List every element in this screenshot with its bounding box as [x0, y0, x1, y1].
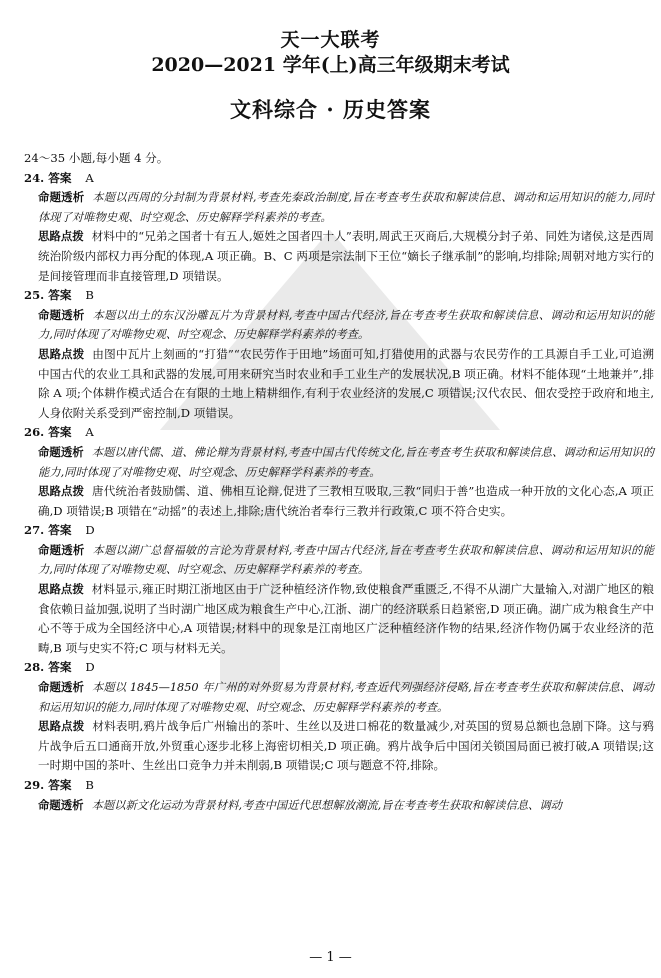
question-title — [24, 658, 654, 678]
analysis-paragraph-text: 本题以新文化运动为背景材料,考查中国近代思想解放潮流,旨在考查考生获取和解读信息、调动 — [91, 798, 562, 812]
tips-paragraph — [38, 345, 654, 423]
question-block — [24, 286, 654, 423]
exam-title: 2020—2021 学年(上)高三年级期末考试 — [151, 54, 510, 76]
analysis-paragraph-text: 本题以 1845—1850 年广州的对外贸易为背景材料,考查近代列强经济侵略,旨在考查考生获取和解读信息、调动和运用知识的能力,同时体现了对唯物史观、时空观念、历史解释学科素养的考查。 — [38, 681, 654, 714]
answer-label: 答案 — [48, 660, 72, 675]
question-list — [24, 169, 654, 816]
answer-label: 答案 — [48, 778, 72, 792]
question-title — [24, 423, 654, 443]
question-block — [24, 658, 654, 776]
question-number: 27. — [24, 523, 49, 538]
tips-paragraph — [38, 482, 654, 521]
question-title — [24, 776, 654, 796]
answer-content — [24, 149, 654, 815]
question-block — [24, 521, 654, 658]
answer-value: B — [85, 288, 94, 303]
tips-paragraph — [38, 227, 654, 286]
analysis-paragraph — [38, 678, 654, 717]
answer-value: B — [85, 778, 94, 792]
answer-label: 答案 — [48, 425, 72, 440]
tips-paragraph-label: 思路点拨 — [38, 346, 85, 361]
analysis-paragraph-label: 命题透析 — [38, 190, 85, 205]
analysis-paragraph-text: 本题以西周的分封制为背景材料,考查先秦政治制度,旨在考查考生获取和解读信息、调动和运用知识的能力,同时体现了对唯物史观、时空观念、历史解释学科素养的考查。 — [38, 191, 654, 224]
analysis-paragraph — [38, 188, 654, 227]
tips-paragraph-text: 材料显示,雍正时期江浙地区由于广泛种植经济作物,致使粮食严重匮乏,不得不从湖广大量输入,对湖广地区的粮食依赖日益加强,说明了当时湖广地区成为粮食生产中心,江浙、湖广的经济联系日趋紧密,D 项正确。湖广成为粮食生产中心不等于成为全国经济中心,A 项错误;材料中的现象是江南地区广泛种植经济作物的结果,经济作物仍属于农业经济的范畴,B 项与史实不符;C 项与材料无关。 — [38, 582, 654, 655]
tips-paragraph-text: 唐代统治者鼓励儒、道、佛相互论辩,促进了三教相互吸取,三教“同归于善”也造成一种开放的文化心态,A 项正确,D 项错误;B 项错在“动摇”的表述上,排除;唐代统治者奉行三教并行政策,C 项不符合史实。 — [38, 484, 654, 518]
question-block — [24, 423, 654, 521]
analysis-paragraph-label: 命题透析 — [38, 797, 84, 812]
answer-label: 答案 — [48, 523, 72, 538]
analysis-paragraph-text: 本题以湖广总督福敏的言论为背景材料,考查中国古代经济,旨在考查考生获取和解读信息、调动和运用知识的能力,同时体现了对唯物史观、时空观念、历史解释学科素养的考查。 — [38, 543, 654, 577]
document-header — [0, 28, 661, 123]
answer-label: 答案 — [48, 170, 72, 185]
question-title — [24, 169, 654, 189]
question-number: 29. — [24, 778, 49, 792]
tips-paragraph — [38, 717, 654, 776]
page-number: — 1 — — [309, 950, 352, 965]
question-title — [24, 286, 654, 306]
analysis-paragraph — [38, 306, 654, 345]
tips-paragraph-text: 材料表明,鸦片战争后广州输出的茶叶、生丝以及进口棉花的数量减少,对英国的贸易总额也急剧下降。这与鸦片战争后五口通商开放,外贸重心逐步北移上海密切相关,D 项正确。鸦片战争后中国闭关锁国局面已被打破,A 项错误;这一时期中国的茶叶、生丝出口竞争力并未削弱,B 项错误;C 项与题意不符,排除。 — [38, 719, 654, 773]
question-number: 26. — [24, 425, 49, 440]
analysis-paragraph-label: 命题透析 — [38, 542, 85, 557]
subject-title: 文科综合 · 历史答案 — [230, 97, 431, 122]
analysis-paragraph — [38, 443, 654, 482]
analysis-paragraph-label: 命题透析 — [38, 307, 85, 322]
analysis-paragraph-label: 命题透析 — [38, 444, 84, 459]
answer-label: 答案 — [48, 288, 72, 303]
answer-value: D — [85, 523, 95, 538]
answer-value: A — [85, 425, 94, 440]
intro-line: 24～35 小题,每小题 4 分。 — [24, 151, 169, 165]
analysis-paragraph — [38, 796, 654, 816]
tips-paragraph-text: 由图中瓦片上刻画的“打猎”“农民劳作于田地”场面可知,打猎使用的武器与农民劳作的工具源自手工业,可追溯中国古代的农业工具和武器的发展,可用来研究当时农业和手工业生产的发展状况,B 项正确。材料不能体现“土地兼并”,排除 A 项;个体耕作模式适合在有限的土地上精耕细作,有利于农业经济的发展,C 项错误;汉代农民、佃农受控于政府和地主,人身依附关系受到严密控制,D 项错误。 — [38, 346, 654, 420]
question-number: 25. — [24, 288, 49, 303]
question-title — [24, 521, 654, 541]
tips-paragraph-label: 思路点拨 — [38, 582, 84, 597]
analysis-paragraph-text: 本题以唐代儒、道、佛论辩为背景材料,考查中国古代传统文化,旨在考查考生获取和解读信息、调动和运用知识的能力,同时体现了对唯物史观、时空观念、历史解释学科素养的考查。 — [38, 445, 654, 479]
tips-paragraph-text: 材料中的“兄弟之国者十有五人,姬姓之国者四十人”表明,周武王灭商后,大规模分封子弟、同姓为诸侯,这是西周统治阶级内部权力再分配的体现,A 项正确。B、C 两项是宗法制下王位“嫡长子继承制”的影响,均排除;周朝对地方实行的是间接管理而非直接管理,D 项错误。 — [38, 229, 654, 283]
analysis-paragraph-label: 命题透析 — [38, 680, 84, 695]
tips-paragraph — [38, 580, 654, 658]
answer-value: D — [85, 660, 95, 675]
question-number: 28. — [24, 660, 49, 675]
analysis-paragraph — [38, 541, 654, 580]
answer-value: A — [85, 170, 94, 185]
org-title: 天一大联考 — [280, 29, 381, 51]
question-number: 24. — [24, 170, 49, 185]
question-block — [24, 776, 654, 815]
question-block — [24, 169, 654, 287]
analysis-paragraph-text: 本题以出土的东汉汾雕瓦片为背景材料,考查中国古代经济,旨在考查考生获取和解读信息、调动和运用知识的能力,同时体现了对唯物史观、时空观念、历史解释学科素养的考查。 — [38, 308, 654, 342]
tips-paragraph-label: 思路点拨 — [38, 484, 84, 499]
tips-paragraph-label: 思路点拨 — [38, 719, 85, 734]
tips-paragraph-label: 思路点拨 — [38, 229, 84, 244]
